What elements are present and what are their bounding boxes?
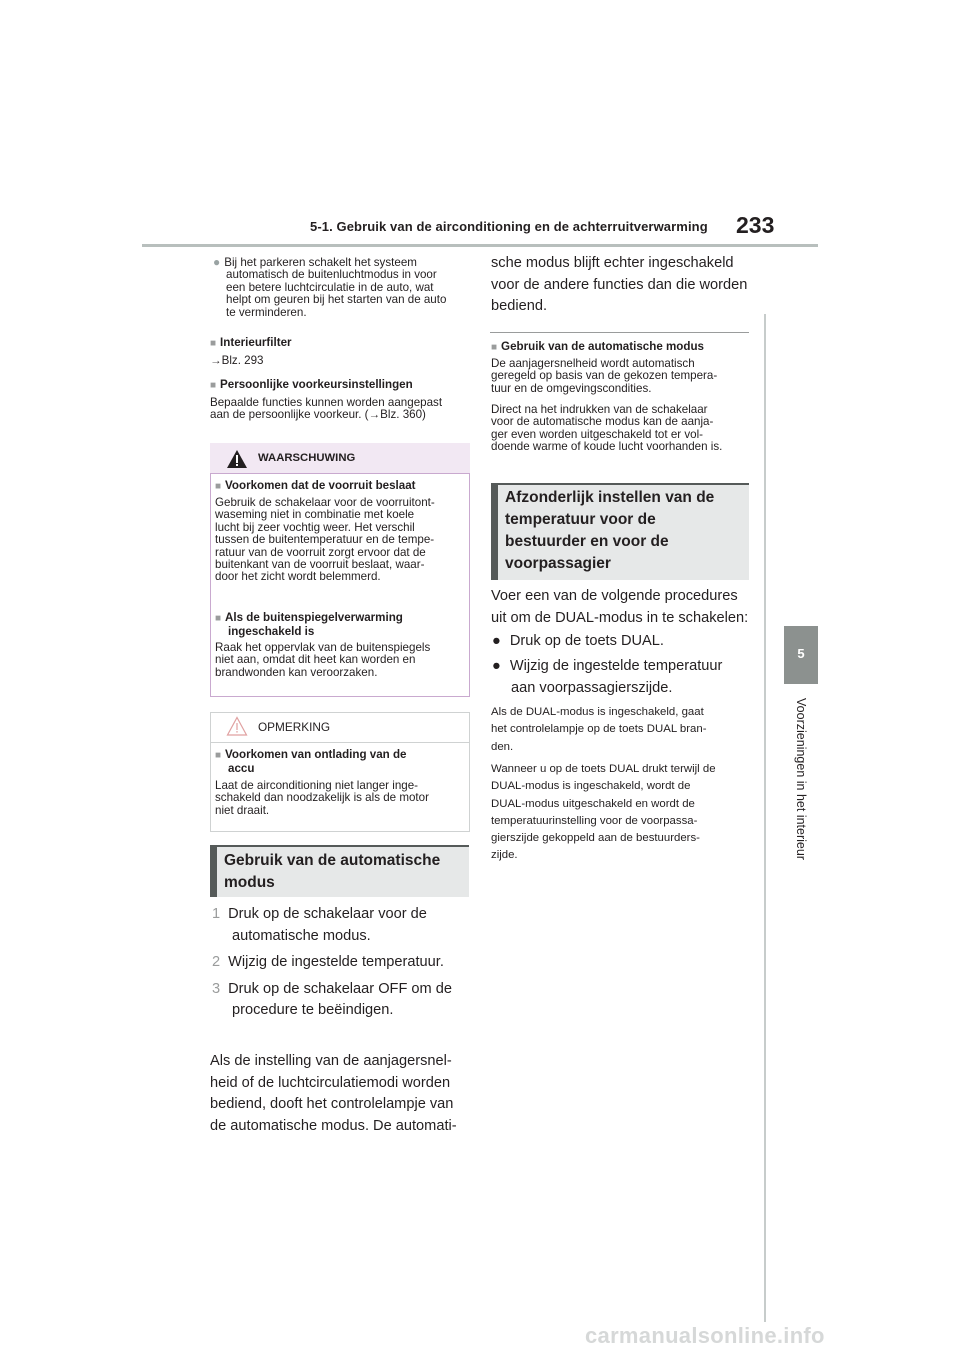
section-heading-separate-temp: Afzonderlijk instellen van de temperatuur voor de bestuurder en voor de voorpassagier — [491, 485, 749, 580]
step-1: 1 Druk op de schakelaar voor de automatische modus. — [212, 906, 427, 944]
square-bullet-icon: ■ — [215, 613, 222, 624]
dual-bullet-2: ● Wijzig de ingestelde temperatuur aan voorpassagierszijde. — [492, 658, 723, 696]
bullet-dot-icon: ● — [492, 658, 501, 674]
page-number: 233 — [736, 212, 775, 238]
arrow-icon: → — [368, 408, 381, 422]
warning-item1-heading: ■ Voorkomen dat de voorruit beslaat — [215, 479, 416, 492]
bullet-dot-icon: ● — [492, 633, 501, 649]
prefs-heading: ■ Persoonlijke voorkeursinstellingen — [210, 378, 413, 391]
note-text: Laat de airconditioning niet langer inge- schakeld dan noodzakelijk is als de motor niet draait. — [215, 779, 429, 817]
auto-paragraph: Als de instelling van de aanjagersnel- heid of de luchtcirculatiemodi worden bediend, dooft het controlelampje van de automatische modus. De automati- — [210, 1053, 457, 1134]
square-bullet-icon: ■ — [491, 342, 498, 353]
warning-triangle-icon — [226, 449, 248, 469]
auto-use-heading: ■ Gebruik van de automatische modus — [491, 340, 704, 353]
auto-paragraph-continued: sche modus blijft echter ingeschakeld voor de andere functies dan die worden bediend. — [491, 255, 748, 314]
bullet-parking: ● Bij het parkeren schakelt het systeem automatisch de buitenluchtmodus in voor een betere luchtcirculatie in de auto, wat helpt om geuren bij het starten van de auto te verminderen. — [213, 255, 447, 319]
step-2: 2 Wijzig de ingestelde temperatuur. — [212, 954, 444, 970]
dual-text2: Wanneer u op de toets DUAL drukt terwijl de DUAL-modus is ingeschakeld, wordt de DUAL-modus uitgeschakeld en wordt de temperatuurinstelling voor de voorpassa- gierszijde gekoppeld aan de bestuurders- zijde. — [491, 763, 716, 862]
chapter-title: Voorzieningen in het interieur — [794, 698, 808, 860]
filter-heading: ■ Interieurfilter — [210, 336, 292, 349]
bullet-dot-icon: ● — [213, 255, 221, 269]
dual-bullet-1: ● Druk op de toets DUAL. — [492, 633, 664, 649]
auto-use-text1: De aanjagersnelheid wordt automatisch geregeld op basis van de gekozen tempera- tuur en de omgevingscondities. — [491, 357, 718, 395]
warning-item2-text: Raak het oppervlak van de buitenspiegels niet aan, omdat dit heet kan worden en brandwonden kan veroorzaken. — [215, 641, 431, 679]
square-bullet-icon: ■ — [215, 750, 222, 761]
section-title: 5-1. Gebruik van de airconditioning en de achterruitverwarming — [310, 219, 708, 234]
step-3: 3 Druk op de schakelaar OFF om de procedure te beëindigen. — [212, 980, 452, 1018]
warning-item1-text: Gebruik de schakelaar voor de voorruitont- waseming niet in combinatie met koele lucht bij zeer vochtig weer. Het verschil tussen de buitentemperatuur en de tempe- ratuur van de voorruit zorgt ervoor dat de buitenkant van de voorruit beslaat, waar- door het zicht wordt belemmerd. — [215, 496, 435, 584]
arrow-icon: → — [210, 354, 222, 367]
prefs-text: Bepaalde functies kunnen worden aangepast aan de persoonlijke voorkeur. (→Blz. 360) — [210, 396, 443, 422]
dual-text1: Als de DUAL-modus is ingeschakeld, gaat het controlelampje op de toets DUAL bran- den. — [491, 706, 707, 753]
warning-item2-heading: ■ Als de buitenspiegelverwarming ingeschakeld is — [215, 611, 403, 638]
square-bullet-icon: ■ — [210, 338, 217, 349]
thin-rule — [490, 332, 749, 333]
note-heading: ■ Voorkomen van ontlading van de accu — [215, 748, 407, 775]
watermark: carmanualsonline.info — [585, 1323, 825, 1348]
square-bullet-icon: ■ — [210, 380, 217, 391]
filter-reference: →Blz. 293 — [210, 354, 264, 367]
column-divider — [764, 314, 766, 1322]
note-label: OPMERKING — [258, 720, 331, 734]
square-bullet-icon: ■ — [215, 481, 222, 492]
section-heading-auto-mode: Gebruik van de automatische modus — [210, 847, 469, 897]
chapter-tab: 5 — [784, 626, 818, 684]
warning-label: WAARSCHUWING — [258, 452, 356, 464]
caution-triangle-icon — [226, 716, 248, 736]
auto-use-text2: Direct na het indrukken van de schakelaar voor de automatische modus kan de aanja- ger even worden uitgeschakeld tot er vol- doende warme of koude lucht voorhanden is. — [491, 403, 723, 454]
dual-intro: Voer een van de volgende procedures uit om de DUAL-modus in te schakelen: — [491, 588, 749, 626]
header-rule — [142, 244, 818, 247]
step-list — [212, 904, 474, 1022]
note-header — [210, 712, 470, 743]
